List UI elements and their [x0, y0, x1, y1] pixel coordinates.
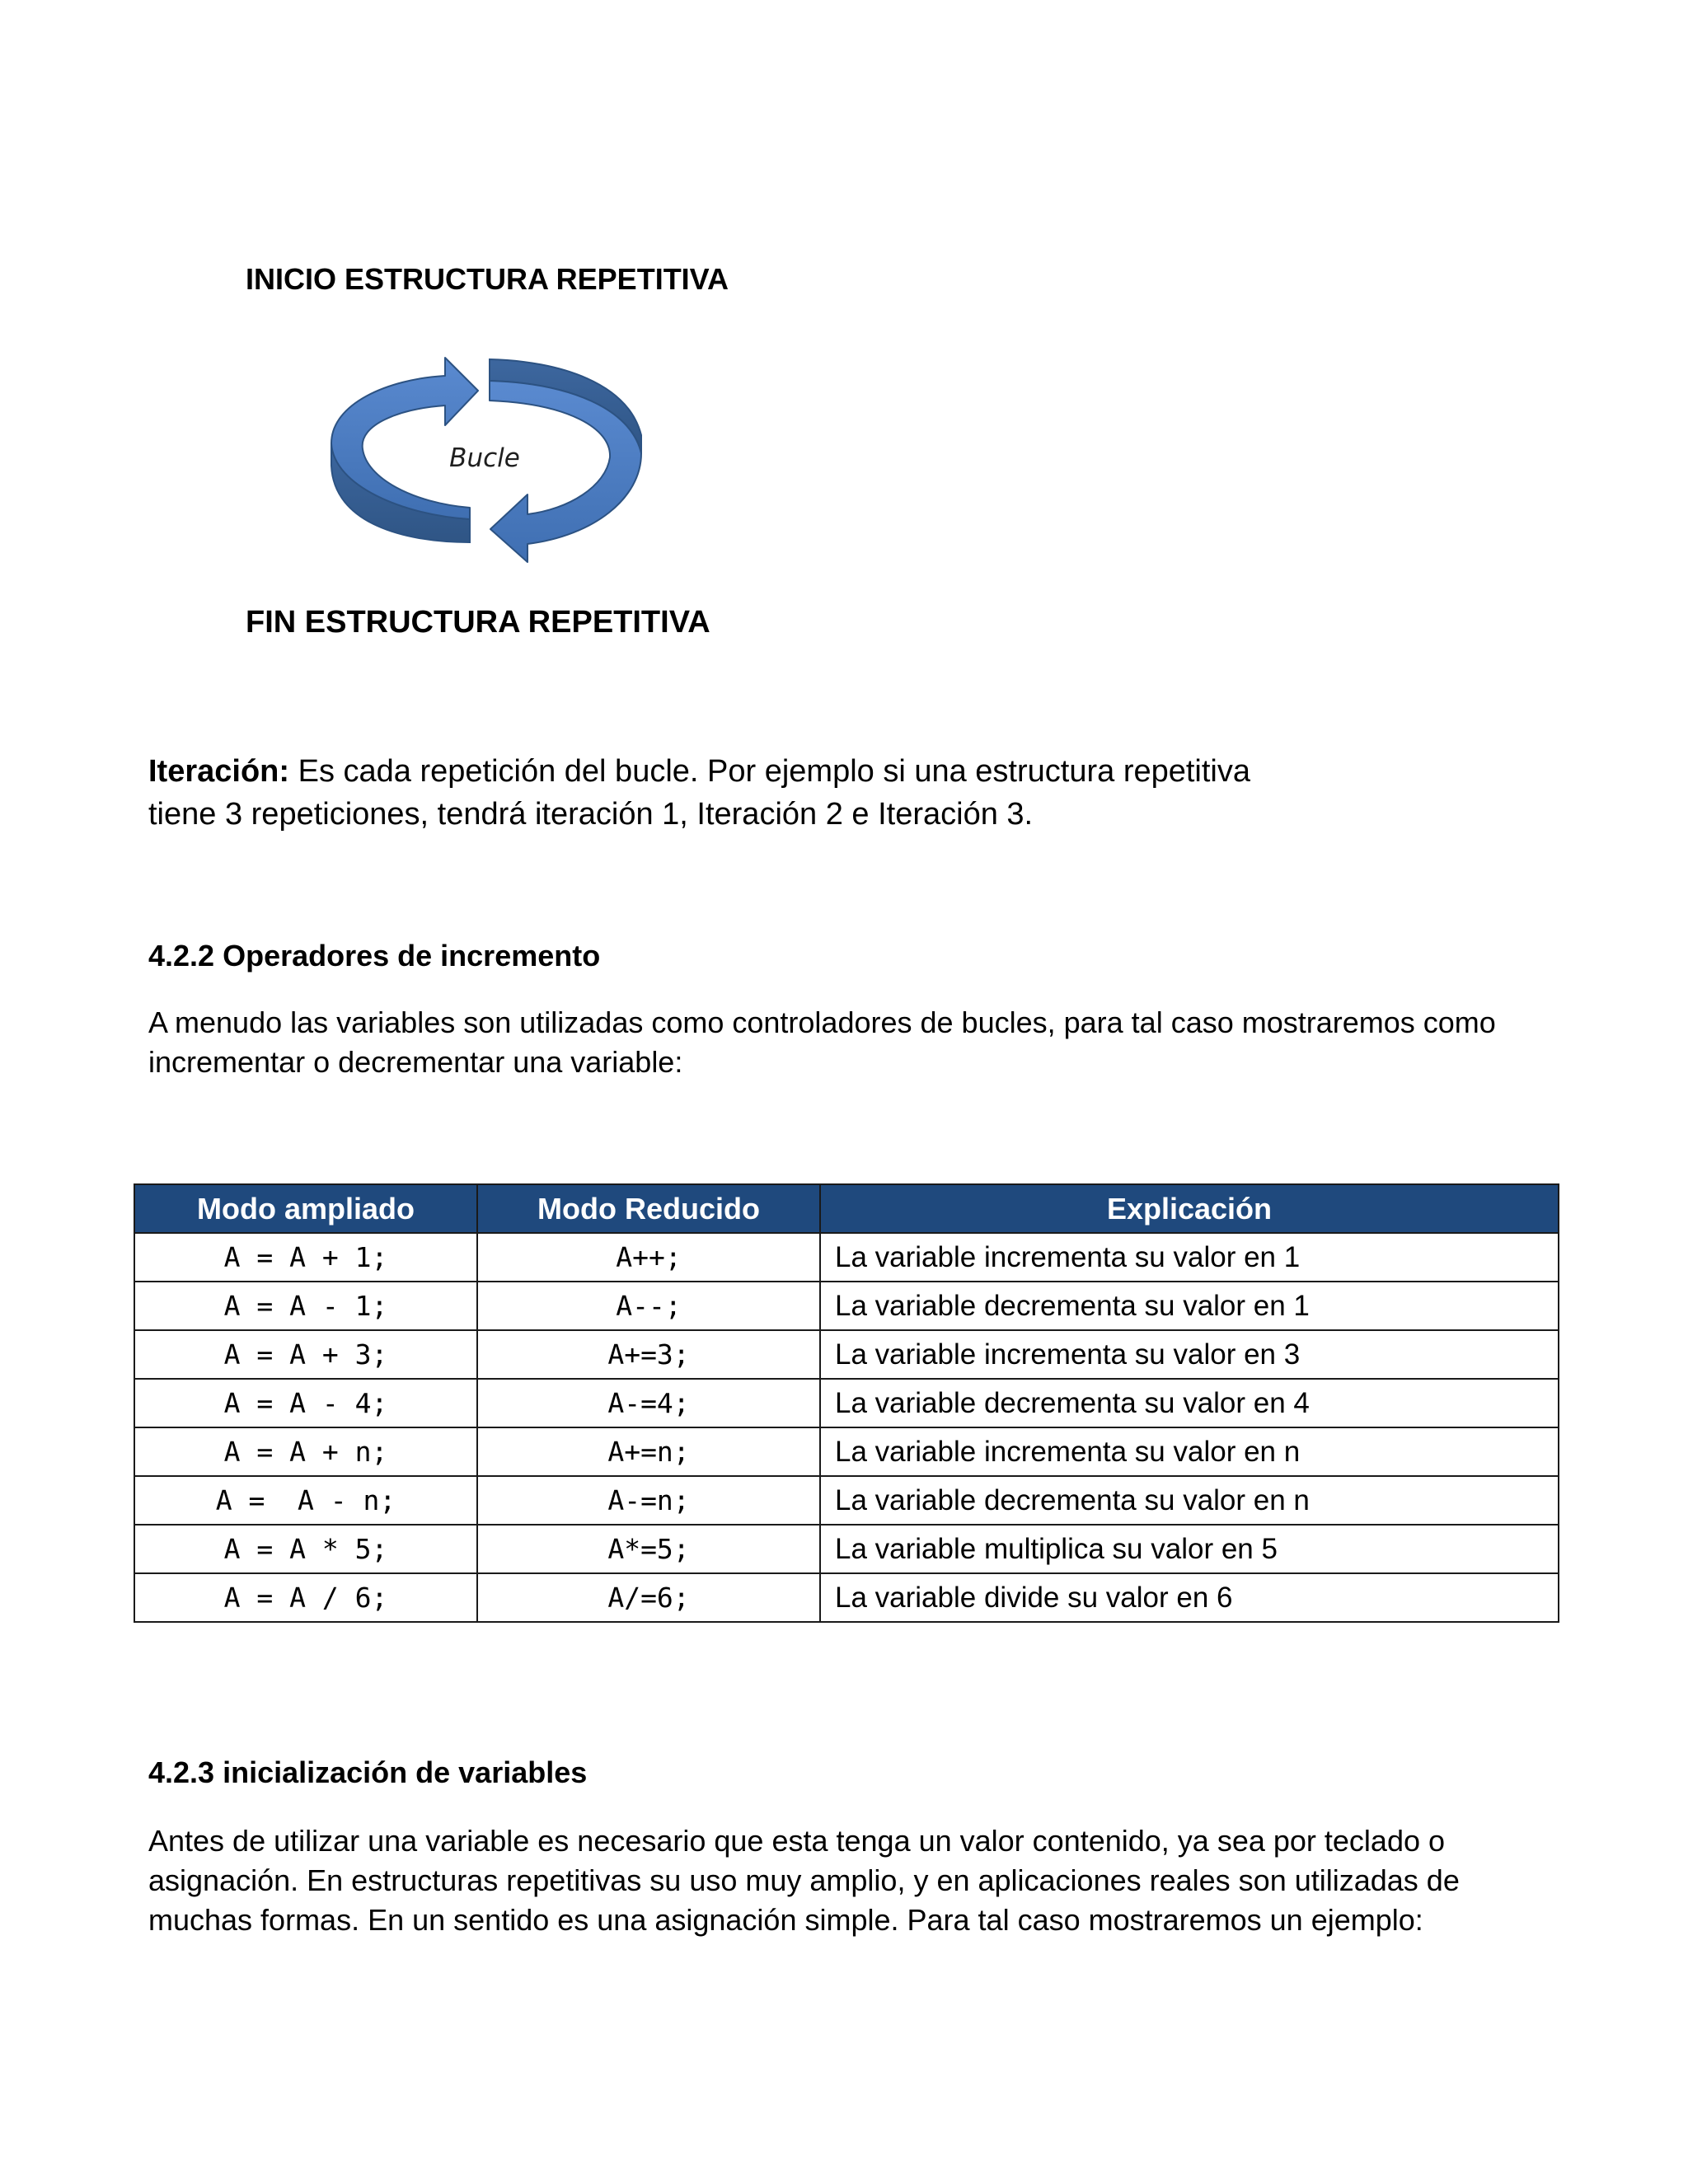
table-row [134, 1573, 1559, 1622]
cell-reduced: A*=5; [477, 1525, 820, 1573]
iteration-definition [148, 750, 1250, 836]
section-422-heading: 4.2.2 Operadores de incremento [148, 939, 601, 972]
loop-diagram [321, 346, 651, 585]
cell-expanded: A = A - 4; [134, 1379, 477, 1427]
cell-expanded: A = A - 1; [134, 1282, 477, 1330]
cell-expanded: A = A + 1; [134, 1233, 477, 1282]
section-423-line-3: muchas formas. En un sentido es una asignación simple. Para tal caso mostraremos un ejemplo: [148, 1903, 1423, 1937]
section-422-intro-line-2: incrementar o decrementar una variable: [148, 1045, 683, 1079]
cell-explanation: La variable decrementa su valor en 1 [820, 1282, 1559, 1330]
iteration-text-1: Es cada repetición del bucle. Por ejemplo si una estructura repetitiva [289, 754, 1251, 789]
cell-reduced: A-=4; [477, 1379, 820, 1427]
cell-explanation: La variable incrementa su valor en n [820, 1427, 1559, 1476]
section-422-intro-line-1: A menudo las variables son utilizadas como controladores de bucles, para tal caso mostraremos como [148, 1005, 1496, 1039]
cell-explanation: La variable multiplica su valor en 5 [820, 1525, 1559, 1573]
iteration-line-1 [148, 750, 1250, 793]
loop-label: Bucle [449, 443, 520, 473]
table-row [134, 1427, 1559, 1476]
cell-explanation: La variable decrementa su valor en n [820, 1476, 1559, 1525]
cell-explanation: La variable divide su valor en 6 [820, 1573, 1559, 1622]
cell-reduced: A+=n; [477, 1427, 820, 1476]
table-row [134, 1282, 1559, 1330]
table-row [134, 1233, 1559, 1282]
table-row [134, 1379, 1559, 1427]
end-structure-label: FIN ESTRUCTURA REPETITIVA [246, 605, 710, 640]
cell-reduced: A/=6; [477, 1573, 820, 1622]
header-explicacion: Explicación [820, 1184, 1559, 1233]
cell-explanation: La variable incrementa su valor en 1 [820, 1233, 1559, 1282]
increment-operators-table [134, 1183, 1559, 1623]
section-423-line-2: asignación. En estructuras repetitivas su uso muy amplio, y en aplicaciones reales son utilizadas de [148, 1863, 1460, 1897]
table-row [134, 1330, 1559, 1379]
cell-expanded: A = A / 6; [134, 1573, 477, 1622]
cell-reduced: A--; [477, 1282, 820, 1330]
cell-reduced: A+=3; [477, 1330, 820, 1379]
header-modo-reducido: Modo Reducido [477, 1184, 820, 1233]
section-423-line-1: Antes de utilizar una variable es necesario que esta tenga un valor contenido, ya sea por teclado o [148, 1824, 1446, 1858]
cell-explanation: La variable decrementa su valor en 4 [820, 1379, 1559, 1427]
cell-reduced: A-=n; [477, 1476, 820, 1525]
table-header-row [134, 1184, 1559, 1233]
section-422-intro [148, 1003, 1496, 1082]
table-row [134, 1525, 1559, 1573]
iteration-line-2: tiene 3 repeticiones, tendrá iteración 1, Iteración 2 e Iteración 3. [148, 797, 1034, 832]
iteration-term: Iteración: [148, 754, 290, 789]
cell-explanation: La variable incrementa su valor en 3 [820, 1330, 1559, 1379]
section-423-heading: 4.2.3 inicialización de variables [148, 1755, 588, 1789]
cell-expanded: A = A * 5; [134, 1525, 477, 1573]
section-423-body [148, 1821, 1460, 1940]
start-structure-label: INICIO ESTRUCTURA REPETITIVA [246, 262, 729, 296]
header-modo-ampliado: Modo ampliado [134, 1184, 477, 1233]
cell-expanded: A = A + n; [134, 1427, 477, 1476]
cell-reduced: A++; [477, 1233, 820, 1282]
table-row [134, 1476, 1559, 1525]
cell-expanded: A = A + 3; [134, 1330, 477, 1379]
cell-expanded: A = A - n; [134, 1476, 477, 1525]
